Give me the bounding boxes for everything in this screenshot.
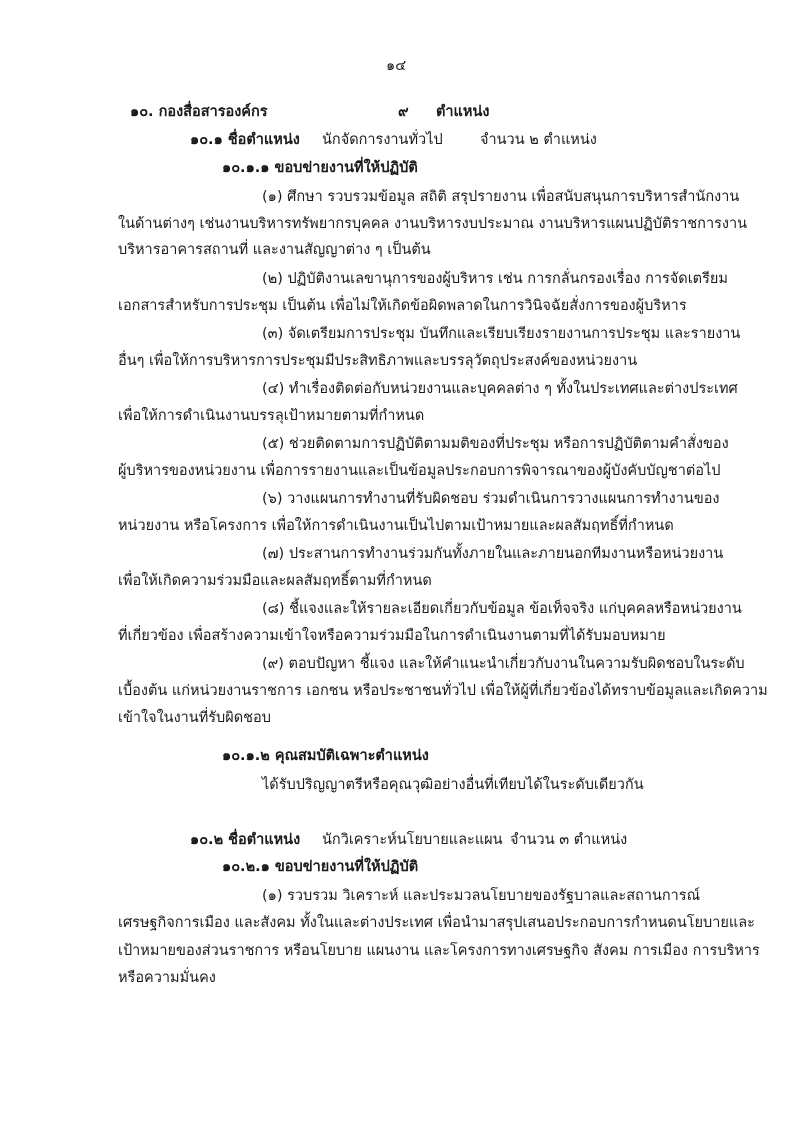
position-1-count: จำนวน ๒ ตำแหน่ง (480, 132, 597, 148)
position-1-duty-line: เพื่อให้การดำเนินงานบรรลุเป้าหมายตามที่กำหนด (118, 408, 425, 424)
division-position-count: ๙ (398, 104, 409, 120)
division-title: ๑๐. กองสื่อสารองค์กร (130, 104, 268, 120)
position-1-duty-line: ที่เกี่ยวข้อง เพื่อสร้างความเข้าใจหรือความร่วมมือในการดำเนินงานตามที่ได้รับมอบหมาย (118, 628, 666, 644)
position-1-duty-line: (๕) ช่วยติดตามการปฏิบัติตามมติของที่ประชุม หรือการปฏิบัติตามคำสั่งของ (262, 436, 729, 452)
position-1-duty-line: (๙) ตอบปัญหา ชี้แจง และให้คำแนะนำเกี่ยวกับงานในความรับผิดชอบในระดับ (262, 656, 745, 672)
position-1-name: นักจัดการงานทั่วไป (322, 132, 443, 148)
position-1-label: ๑๐.๑ ชื่อตำแหน่ง (190, 132, 300, 148)
division-position-unit: ตำแหน่ง (436, 104, 490, 120)
position-2-name: นักวิเคราะห์นโยบายและแผน (322, 832, 503, 848)
position-2-scope-heading: ๑๐.๒.๑ ขอบข่ายงานที่ให้ปฏิบัติ (222, 859, 419, 875)
position-1-duty-line: ผู้บริหารของหน่วยงาน เพื่อการรายงานและเป็นข้อมูลประกอบการพิจารณาของผู้บังคับบัญชาต่อไป (118, 463, 721, 479)
position-2-count: จำนวน ๓ ตำแหน่ง (510, 832, 628, 848)
position-1-duty-line: (๗) ประสานการทำงานร่วมกันทั้งภายในและภายนอกทีมงานหรือหน่วยงาน (262, 546, 724, 562)
position-1-duty-line: (๓) จัดเตรียมการประชุม บันทึกและเรียบเรียงรายงานการประชุม และรายงาน (262, 326, 741, 342)
position-1-duty-line: ในด้านต่างๆ เช่นงานบริหารทรัพยากรบุคคล งานบริหารงบประมาณ งานบริหารแผนปฏิบัติราชการงาน (118, 216, 748, 232)
position-2-duty-line: เศรษฐกิจการเมือง และสังคม ทั้งในและต่างประเทศ เพื่อนำมาสรุปเสนอประกอบการกำหนดนโยบายและ (118, 915, 755, 931)
position-1-duty-line: บริหารอาคารสถานที่ และงานสัญญาต่าง ๆ เป็นต้น (118, 242, 431, 258)
position-1-duty-line: (๔) ทำเรื่องติดต่อกับหน่วยงานและบุคคลต่าง ๆ ทั้งในประเทศและต่างประเทศ (262, 381, 738, 397)
position-1-duty-line: เบื้องต้น แก่หน่วยงานราชการ เอกชน หรือประชาชนทั่วไป เพื่อให้ผู้ที่เกี่ยวข้องได้ทราบข้อมูลและเกิดความ (118, 683, 768, 699)
position-1-qualification-heading: ๑๐.๑.๒ คุณสมบัติเฉพาะตำแหน่ง (222, 748, 429, 764)
position-1-qualification-text: ได้รับปริญญาตรีหรือคุณวุฒิอย่างอื่นที่เทียบได้ในระดับเดียวกัน (262, 777, 644, 793)
position-1-duty-line: หน่วยงาน หรือโครงการ เพื่อให้การดำเนินงานเป็นไปตามเป้าหมายและผลสัมฤทธิ์ที่กำหนด (118, 518, 674, 534)
position-2-duty-line: หรือความมั่นคง (118, 970, 216, 986)
position-1-duty-line: อื่นๆ เพื่อให้การบริหารการประชุมมีประสิทธิภาพและบรรลุวัตถุประสงค์ของหน่วยงาน (118, 353, 638, 369)
position-2-duty-line: (๑) รวบรวม วิเคราะห์ และประมวลนโยบายของรัฐบาลและสถานการณ์ (262, 888, 701, 904)
position-1-duty-line: (๖) วางแผนการทำงานที่รับผิดชอบ ร่วมดำเนินการวางแผนการทำงานของ (262, 491, 720, 507)
page-number: ๑๔ (386, 58, 407, 74)
position-1-duty-line: (๑) ศึกษา รวบรวมข้อมูล สถิติ สรุปรายงาน เพื่อสนับสนุนการบริหารสำนักงาน (262, 189, 740, 205)
position-2-duty-line: เป้าหมายของส่วนราชการ หรือนโยบาย แผนงาน และโครงการทางเศรษฐกิจ สังคม การเมือง การบริหาร (118, 943, 760, 959)
position-1-duty-line: เอกสารสำหรับการประชุม เป็นต้น เพื่อไม่ให้เกิดข้อผิดพลาดในการวินิจฉัยสั่งการของผู้บริหาร (118, 298, 687, 314)
position-1-duty-line: เพื่อให้เกิดความร่วมมือและผลสัมฤทธิ์ตามที่กำหนด (118, 573, 432, 589)
position-1-duty-line: (๘) ชี้แจงและให้รายละเอียดเกี่ยวกับข้อมูล ข้อเท็จจริง แก่บุคคลหรือหน่วยงาน (262, 601, 742, 617)
position-2-label: ๑๐.๒ ชื่อตำแหน่ง (190, 832, 301, 848)
position-1-duty-line: (๒) ปฏิบัติงานเลขานุการของผู้บริหาร เช่น การกลั่นกรองเรื่อง การจัดเตรียม (262, 271, 728, 287)
position-1-scope-heading: ๑๐.๑.๑ ขอบข่ายงานที่ให้ปฏิบัติ (222, 160, 418, 176)
position-1-duty-line: เข้าใจในงานที่รับผิดชอบ (118, 710, 271, 726)
